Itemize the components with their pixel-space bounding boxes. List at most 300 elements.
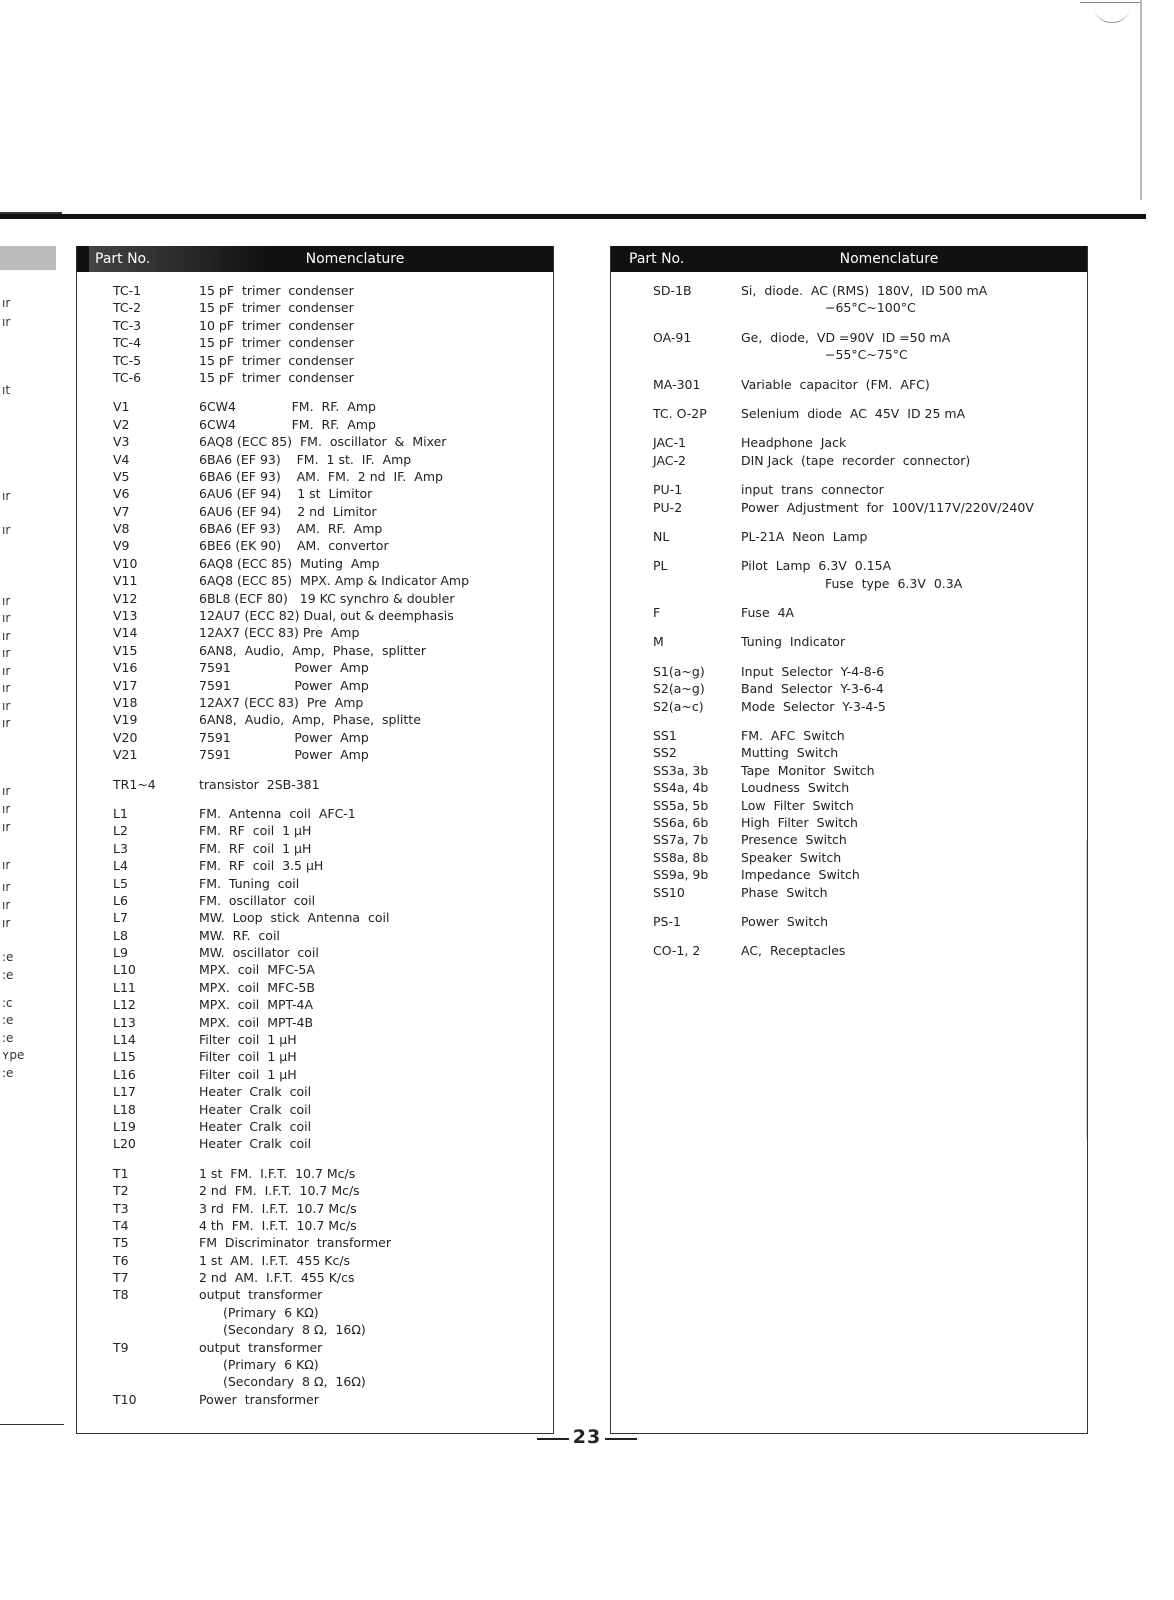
part-number: F (653, 605, 661, 621)
part-number: V16 (113, 660, 138, 676)
table-row (77, 398, 553, 415)
nomenclature: Mutting Switch (741, 745, 839, 761)
table-row (611, 698, 1087, 715)
table-row (611, 528, 1087, 545)
nomenclature: Ge, diode, VD =90V ID =50 mA (741, 329, 951, 345)
table-row (77, 1014, 553, 1031)
nomenclature: FM. Tuning coil (199, 875, 300, 891)
part-number: V6 (113, 486, 130, 502)
table-row (611, 831, 1087, 848)
nomenclature: Impedance Switch (741, 867, 860, 883)
table-row (77, 694, 553, 711)
table-row (77, 979, 553, 996)
nomenclature: 6CW4 FM. RF. Amp (199, 416, 376, 432)
nomenclature: High Filter Switch (741, 814, 858, 830)
part-number: NL (653, 528, 670, 544)
nomenclature: Low Filter Switch (741, 797, 854, 813)
table-row (77, 1066, 553, 1083)
part-number: L12 (113, 997, 136, 1013)
right-table-header (611, 246, 1087, 272)
nomenclature: 12AX7 (ECC 83) Pre Amp (199, 694, 364, 710)
part-number: SS2 (653, 745, 677, 761)
table-row (77, 537, 553, 554)
table-row (611, 797, 1087, 814)
nomenclature: 2 nd AM. I.F.T. 455 K/cs (199, 1270, 355, 1286)
nomenclature: Heater Cralk coil (199, 1118, 312, 1134)
page-number-dash (605, 1438, 637, 1440)
nomenclature: 10 pF trimer condenser (199, 317, 354, 333)
table-row (611, 762, 1087, 779)
table-row (77, 840, 553, 857)
part-number: L10 (113, 962, 136, 978)
nomenclature: 6AQ8 (ECC 85) FM. oscillator & Mixer (199, 434, 447, 450)
nomenclature: FM. oscillator coil (199, 892, 316, 908)
part-number: T7 (113, 1270, 129, 1286)
top-rule (0, 214, 1146, 219)
bleed-text: :e (2, 950, 14, 964)
nomenclature: AC, Receptacles (741, 943, 846, 959)
table-row (77, 677, 553, 694)
nomenclature: 6AN8, Audio, Amp, Phase, splitte (199, 712, 421, 728)
table-row (77, 927, 553, 944)
nomenclature: 12AU7 (ECC 82) Dual, out & deemphasis (199, 608, 454, 624)
bleed-text: ır (2, 523, 11, 537)
table-row (77, 299, 553, 316)
nomenclature: MPX. coil MFC-5A (199, 962, 315, 978)
nomenclature: Heater Cralk coil (199, 1101, 312, 1117)
nomenclature: Selenium diode AC 45V ID 25 mA (741, 405, 966, 421)
part-number: S1(a~g) (653, 663, 705, 679)
part-number: L7 (113, 910, 128, 926)
left-table-header (77, 246, 553, 272)
nomenclature: Loudness Switch (741, 780, 850, 796)
nomenclature: 6AU6 (EF 94) 1 st Limitor (199, 486, 373, 502)
part-number: PU-2 (653, 499, 683, 515)
part-number: L11 (113, 979, 136, 995)
bleed-bottom-rule (0, 1424, 64, 1425)
table-row (77, 317, 553, 334)
page-number-dash (537, 1438, 569, 1440)
table-row (77, 996, 553, 1013)
part-number: MA-301 (653, 376, 701, 392)
part-number: S2(a~g) (653, 681, 705, 697)
part-number: S2(a~c) (653, 698, 704, 714)
nomenclature: transistor 2SB-381 (199, 776, 320, 792)
table-row (77, 1234, 553, 1251)
part-number: L19 (113, 1118, 136, 1134)
table-row (611, 779, 1087, 796)
table-row (77, 1118, 553, 1135)
table-row (611, 727, 1087, 744)
part-number: V3 (113, 434, 130, 450)
table-row (77, 805, 553, 822)
bleed-text: :e (2, 968, 14, 982)
nomenclature: (Primary 6 KΩ) (223, 1357, 319, 1373)
table-row (611, 942, 1087, 959)
left-table-body (77, 282, 553, 1408)
nomenclature: Power Adjustment for 100V/117V/220V/240V (741, 499, 1034, 515)
nomenclature: MW. RF. coil (199, 927, 280, 943)
part-number: SS5a, 5b (653, 797, 709, 813)
table-row (77, 1101, 553, 1118)
part-number: SS9a, 9b (653, 867, 709, 883)
part-number: V2 (113, 416, 130, 432)
table-row (77, 485, 553, 502)
table-row (611, 452, 1087, 469)
table-row (77, 572, 553, 589)
part-number: SS6a, 6b (653, 814, 709, 830)
table-row (77, 1135, 553, 1152)
bleed-text: ıt (2, 383, 11, 397)
right-parts-table (610, 246, 1088, 1434)
part-number: L15 (113, 1049, 136, 1065)
part-number: L16 (113, 1066, 136, 1082)
nomenclature: MPX. coil MPT-4B (199, 1014, 314, 1030)
bleed-text: ır (2, 681, 11, 695)
nomenclature: output transformer (199, 1287, 323, 1303)
table-row (77, 822, 553, 839)
table-row (611, 680, 1087, 697)
table-row (611, 633, 1087, 650)
part-number: L1 (113, 805, 128, 821)
table-row (77, 1373, 553, 1390)
corner-mark (1080, 2, 1142, 3)
part-number: V5 (113, 468, 130, 484)
nomenclature: 6BA6 (EF 93) AM. RF. Amp (199, 521, 383, 537)
table-row (77, 1031, 553, 1048)
nomenclature: Headphone Jack (741, 435, 847, 451)
nomenclature: 4 th FM. I.F.T. 10.7 Mc/s (199, 1217, 357, 1233)
table-row (77, 1286, 553, 1303)
part-number: L17 (113, 1084, 136, 1100)
nomenclature: 7591 Power Amp (199, 729, 369, 745)
nomenclature: Filter coil 1 μH (199, 1032, 297, 1048)
bleed-text: ır (2, 784, 11, 798)
part-number: T8 (113, 1287, 129, 1303)
table-row (77, 909, 553, 926)
bleed-text: ır (2, 296, 11, 310)
table-row (77, 282, 553, 299)
nomenclature: 3 rd FM. I.F.T. 10.7 Mc/s (199, 1200, 357, 1216)
nomenclature: Mode Selector Y-3-4-5 (741, 698, 886, 714)
nomenclature: MW. oscillator coil (199, 945, 319, 961)
nomenclature: Filter coil 1 μH (199, 1049, 297, 1065)
part-number: V10 (113, 555, 138, 571)
part-number: L8 (113, 927, 128, 943)
table-row (611, 481, 1087, 498)
table-row (611, 434, 1087, 451)
part-number: V8 (113, 521, 130, 537)
part-number: V17 (113, 677, 138, 693)
nomenclature: 12AX7 (ECC 83) Pre Amp (199, 625, 360, 641)
nomenclature: Tape Monitor Switch (741, 762, 875, 778)
nomenclature: (Primary 6 KΩ) (223, 1304, 319, 1320)
part-number: L5 (113, 875, 128, 891)
bleed-text: :e (2, 1013, 14, 1027)
bleed-text: ır (2, 716, 11, 730)
nomenclature: FM. AFC Switch (741, 728, 845, 744)
nomenclature: 15 pF trimer condenser (199, 369, 354, 385)
table-row (611, 866, 1087, 883)
bleed-text: ır (2, 594, 11, 608)
nomenclature: 6AQ8 (ECC 85) Muting Amp (199, 555, 380, 571)
left-parts-table (76, 246, 554, 1434)
part-number: SS7a, 7b (653, 832, 709, 848)
table-row (611, 575, 1087, 592)
table-row (77, 590, 553, 607)
bleed-text: :e (2, 1066, 14, 1080)
part-number: T6 (113, 1252, 129, 1268)
nomenclature: 6BA6 (EF 93) AM. FM. 2 nd IF. Amp (199, 468, 443, 484)
part-number: T1 (113, 1165, 129, 1181)
part-number: T5 (113, 1235, 129, 1251)
table-row (77, 520, 553, 537)
part-number: TC-5 (113, 352, 142, 368)
nomenclature: DIN Jack (tape recorder connector) (741, 452, 971, 468)
corner-line (1140, 0, 1142, 200)
part-number: TC-4 (113, 335, 142, 351)
bleed-text: ır (2, 880, 11, 894)
part-number: PL (653, 558, 668, 574)
part-number: SS8a, 8b (653, 849, 709, 865)
table-row (611, 557, 1087, 574)
part-number: L2 (113, 823, 128, 839)
nomenclature: Band Selector Y-3-6-4 (741, 681, 884, 697)
part-number: JAC-1 (653, 435, 686, 451)
table-row (611, 913, 1087, 930)
part-number: TC-1 (113, 283, 142, 298)
bleed-text: ır (2, 315, 11, 329)
part-no-header: Part No. (629, 251, 685, 267)
part-number: L9 (113, 945, 128, 961)
table-row (611, 604, 1087, 621)
table-row (77, 607, 553, 624)
table-row (77, 875, 553, 892)
part-number: TC-2 (113, 300, 142, 316)
table-row (77, 468, 553, 485)
table-row (77, 1182, 553, 1199)
table-row (611, 405, 1087, 422)
part-number: PS-1 (653, 913, 681, 929)
table-row (77, 1304, 553, 1321)
part-number: T4 (113, 1217, 129, 1233)
table-row (77, 334, 553, 351)
part-number: L18 (113, 1101, 136, 1117)
nomenclature: 15 pF trimer condenser (199, 335, 354, 351)
table-row (77, 729, 553, 746)
bleed-text: ır (2, 916, 11, 930)
table-row (77, 1083, 553, 1100)
page-number (0, 1426, 1174, 1448)
part-number: L4 (113, 858, 128, 874)
bleed-text: ır (2, 820, 11, 834)
part-no-header: Part No. (95, 251, 151, 267)
nomenclature: FM. Antenna coil AFC-1 (199, 805, 356, 821)
nomenclature: (Secondary 8 Ω, 16Ω) (223, 1322, 366, 1338)
table-row (77, 1269, 553, 1286)
bleed-text: ır (2, 489, 11, 503)
table-row (77, 1339, 553, 1356)
nomenclature: 6AQ8 (ECC 85) MPX. Amp & Indicator Amp (199, 573, 470, 589)
bleed-left-column (0, 246, 64, 1436)
table-row (77, 892, 553, 909)
nomenclature: 15 pF trimer condenser (199, 283, 354, 298)
part-number: V18 (113, 694, 138, 710)
part-number: SD-1B (653, 283, 692, 298)
table-row (611, 346, 1087, 363)
part-number: JAC-2 (653, 452, 686, 468)
table-row (77, 451, 553, 468)
table-row (611, 499, 1087, 516)
nomenclature: Input Selector Y-4-8-6 (741, 663, 885, 679)
nomenclature: Fuse type 6.3V 0.3A (825, 575, 963, 591)
part-number: CO-1, 2 (653, 943, 701, 959)
table-row (77, 944, 553, 961)
nomenclature: Filter coil 1 μH (199, 1066, 297, 1082)
part-number: V4 (113, 451, 130, 467)
nomenclature: Power Switch (741, 913, 829, 929)
table-row (611, 299, 1087, 316)
nomenclature: Variable capacitor (FM. AFC) (741, 376, 930, 392)
nomenclature: FM. RF coil 3.5 μH (199, 858, 324, 874)
bleed-text: ır (2, 699, 11, 713)
part-number: V7 (113, 503, 130, 519)
nomenclature: 7591 Power Amp (199, 677, 369, 693)
part-number: TC-3 (113, 317, 142, 333)
table-row (77, 555, 553, 572)
table-row (77, 776, 553, 793)
corner-curve (1094, 6, 1130, 23)
table-row (611, 376, 1087, 393)
part-number: T2 (113, 1183, 129, 1199)
table-row (77, 1391, 553, 1408)
nomenclature: 6BL8 (ECF 80) 19 KC synchro & doubler (199, 590, 455, 606)
nomenclature: FM. RF coil 1 μH (199, 823, 312, 839)
nomenclature: Si, diode. AC (RMS) 180V, ID 500 mA (741, 283, 988, 298)
nomenclature: −65°C~100°C (825, 300, 916, 316)
nomenclature: (Secondary 8 Ω, 16Ω) (223, 1374, 366, 1390)
table-row (611, 744, 1087, 761)
part-number: V1 (113, 399, 130, 415)
part-number: V9 (113, 538, 130, 554)
part-number: T10 (113, 1391, 137, 1407)
bleed-text: ır (2, 646, 11, 660)
table-row (77, 659, 553, 676)
nomenclature: 15 pF trimer condenser (199, 352, 354, 368)
table-row (611, 663, 1087, 680)
table-row (77, 1321, 553, 1338)
part-number: SS10 (653, 884, 685, 900)
nomenclature: 7591 Power Amp (199, 660, 369, 676)
table-row (77, 961, 553, 978)
nomenclature: 6CW4 FM. RF. Amp (199, 399, 376, 415)
part-number: L6 (113, 892, 128, 908)
bleed-text: :c (2, 996, 13, 1010)
table-row (77, 1165, 553, 1182)
nomenclature: Heater Cralk coil (199, 1136, 312, 1152)
part-number: V19 (113, 712, 138, 728)
nomenclature: 1 st FM. I.F.T. 10.7 Mc/s (199, 1165, 356, 1181)
table-row (77, 746, 553, 763)
page-number-value: 23 (572, 1426, 602, 1448)
nomenclature: 6BE6 (EK 90) AM. convertor (199, 538, 389, 554)
table-row (77, 416, 553, 433)
table-row (77, 1048, 553, 1065)
table-row (77, 642, 553, 659)
table-row (611, 884, 1087, 901)
nomenclature: FM. RF coil 1 μH (199, 840, 312, 856)
right-table-body (611, 282, 1087, 960)
part-number: TC-6 (113, 369, 142, 385)
table-row (77, 369, 553, 386)
nomenclature: 6BA6 (EF 93) FM. 1 st. IF. Amp (199, 451, 412, 467)
nomenclature-header: Nomenclature (839, 251, 939, 267)
table-row (77, 503, 553, 520)
table-row (77, 352, 553, 369)
part-number: SS4a, 4b (653, 780, 709, 796)
part-number: V21 (113, 747, 138, 763)
bleed-text: ır (2, 629, 11, 643)
nomenclature: MW. Loop stick Antenna coil (199, 910, 390, 926)
part-number: OA-91 (653, 329, 692, 345)
table-row (77, 711, 553, 728)
bleed-text: ʏpe (2, 1048, 25, 1062)
part-number: SS1 (653, 728, 677, 744)
table-row (77, 1217, 553, 1234)
part-number: M (653, 634, 664, 650)
part-number: V11 (113, 573, 138, 589)
part-number: V15 (113, 642, 138, 658)
table-row (77, 1356, 553, 1373)
nomenclature: Tuning Indicator (741, 634, 846, 650)
nomenclature: 7591 Power Amp (199, 747, 369, 763)
nomenclature: Presence Switch (741, 832, 847, 848)
nomenclature: Fuse 4A (741, 605, 795, 621)
nomenclature-header: Nomenclature (305, 251, 405, 267)
table-row (611, 849, 1087, 866)
nomenclature: output transformer (199, 1339, 323, 1355)
nomenclature: FM Discriminator transformer (199, 1235, 391, 1251)
table-row (611, 814, 1087, 831)
table-row (77, 1200, 553, 1217)
table-row (77, 1252, 553, 1269)
bleed-text: ır (2, 898, 11, 912)
nomenclature: Speaker Switch (741, 849, 842, 865)
nomenclature: MPX. coil MPT-4A (199, 997, 314, 1013)
table-row (77, 857, 553, 874)
part-number: T3 (113, 1200, 129, 1216)
table-row (77, 433, 553, 450)
bleed-text: :e (2, 1031, 14, 1045)
nomenclature: 15 pF trimer condenser (199, 300, 354, 316)
nomenclature: Power transformer (199, 1391, 319, 1407)
nomenclature: PL-21A Neon Lamp (741, 528, 868, 544)
bleed-text: ır (2, 664, 11, 678)
bleed-text: ır (2, 611, 11, 625)
part-number: TC. O-2P (653, 405, 707, 421)
nomenclature: 1 st AM. I.F.T. 455 Kc/s (199, 1252, 351, 1268)
nomenclature: 2 nd FM. I.F.T. 10.7 Mc/s (199, 1183, 360, 1199)
table-row (611, 329, 1087, 346)
part-number: L20 (113, 1136, 136, 1152)
part-number: T9 (113, 1339, 129, 1355)
nomenclature: −55°C~75°C (825, 347, 908, 363)
part-number: V14 (113, 625, 138, 641)
bleed-text: ır (2, 802, 11, 816)
part-number: V13 (113, 608, 138, 624)
nomenclature: Heater Cralk coil (199, 1084, 312, 1100)
part-number: L13 (113, 1014, 136, 1030)
